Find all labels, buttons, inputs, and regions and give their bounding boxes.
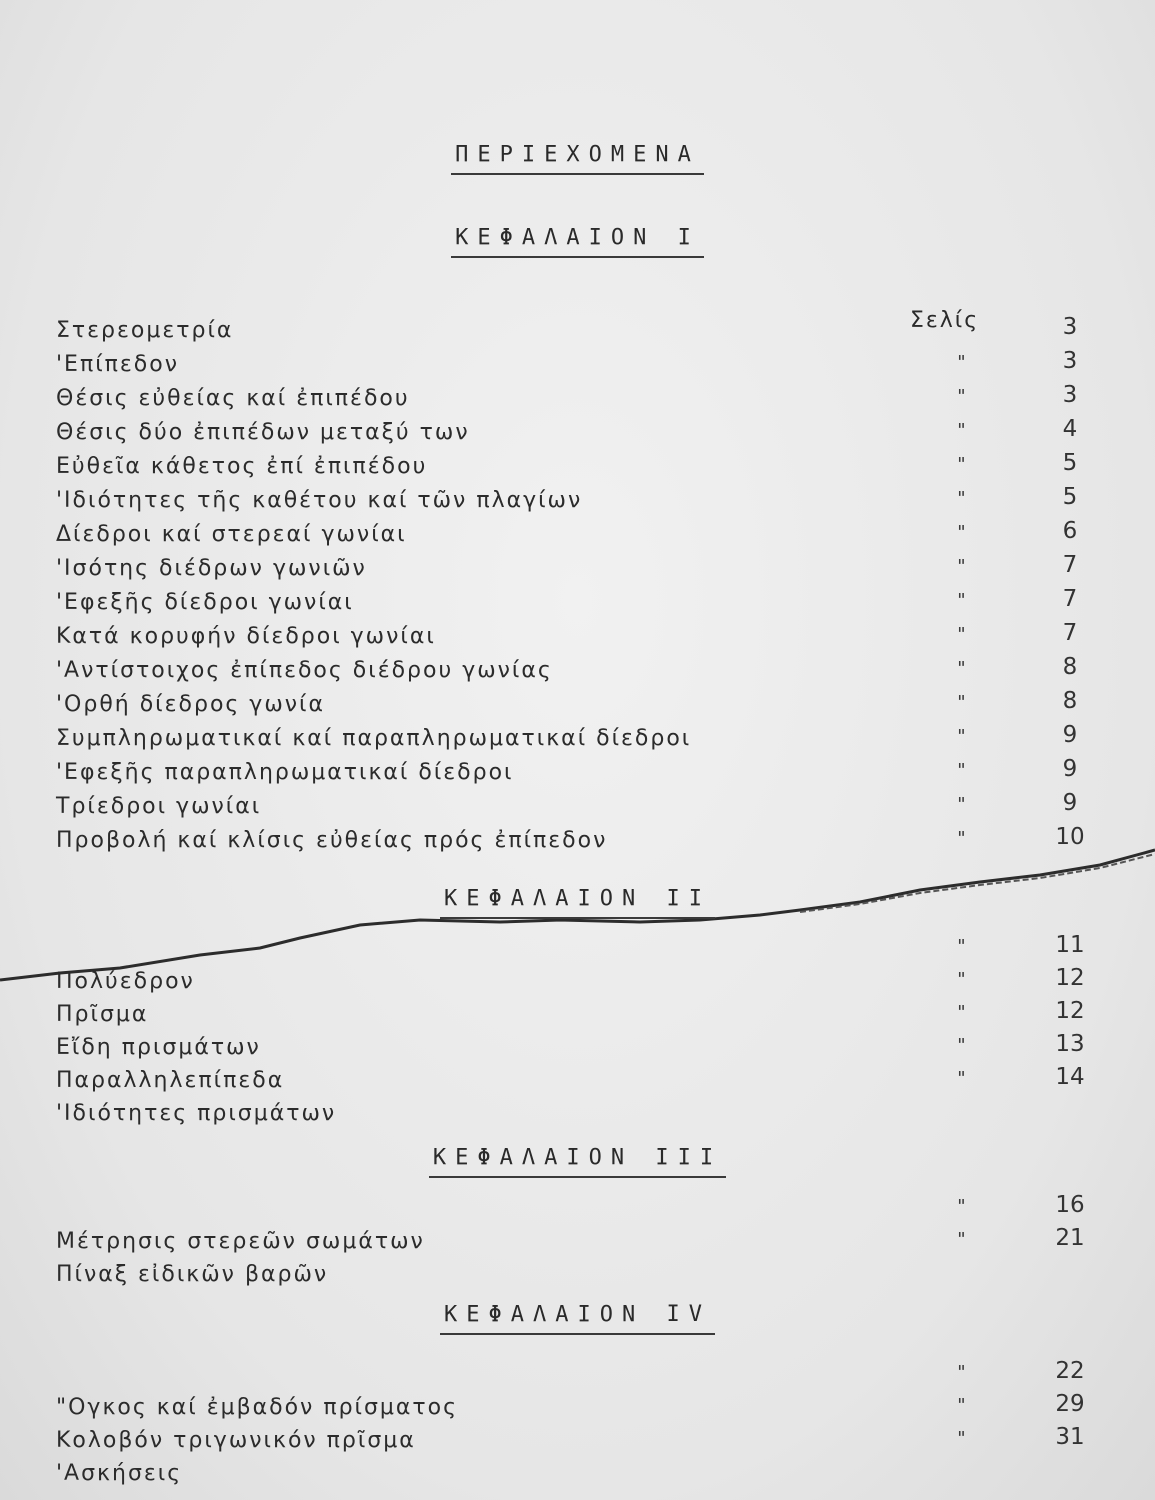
toc-entry-title: Κολοβόν τριγωνικόν πρῖσμα bbox=[56, 1428, 416, 1453]
toc-entry-page-number: 4 bbox=[1062, 416, 1078, 442]
toc-entry-ditto-mark: " bbox=[956, 522, 967, 543]
toc-entry bbox=[0, 998, 1155, 1036]
toc-entry-ditto-mark: " bbox=[956, 1068, 967, 1089]
toc-entry bbox=[0, 1358, 1155, 1396]
toc-entry-ditto-mark: " bbox=[956, 352, 967, 373]
toc-entry-page-number: 13 bbox=[1055, 1031, 1085, 1057]
toc-entry-page-number: 31 bbox=[1055, 1424, 1085, 1450]
toc-entry-page-number: 9 bbox=[1062, 790, 1078, 816]
toc-entry bbox=[0, 450, 1155, 488]
toc-entry bbox=[0, 1424, 1155, 1462]
toc-entry bbox=[0, 552, 1155, 590]
toc-entry-ditto-mark: " bbox=[956, 1229, 967, 1250]
toc-entry-page-number: 7 bbox=[1062, 586, 1078, 612]
toc-entry bbox=[0, 1031, 1155, 1069]
toc-entry-title: 'Επίπεδον bbox=[56, 352, 179, 377]
toc-entry bbox=[0, 382, 1155, 420]
toc-entry-page-number: 7 bbox=[1062, 620, 1078, 646]
toc-entry-page-number: 21 bbox=[1055, 1225, 1085, 1251]
toc-entry-ditto-mark: " bbox=[956, 936, 967, 957]
toc-entry bbox=[0, 965, 1155, 1003]
toc-entry bbox=[0, 586, 1155, 624]
chapter-heading-text: ΚΕΦΑΛΑΙΟΝ Ι bbox=[451, 225, 704, 258]
toc-entry-ditto-mark: " bbox=[956, 454, 967, 475]
chapter-heading-2 bbox=[0, 886, 1155, 919]
toc-entry-title: Συμπληρωματικαί καί παραπληρωματικαί δίεδροι bbox=[56, 726, 692, 751]
chapter-heading-4 bbox=[0, 1302, 1155, 1335]
toc-entry-page-number: 5 bbox=[1062, 450, 1078, 476]
toc-entry-page-number: 6 bbox=[1062, 518, 1078, 544]
toc-entry-ditto-mark: " bbox=[956, 658, 967, 679]
toc-entry bbox=[0, 756, 1155, 794]
toc-entry-page-number: 29 bbox=[1055, 1391, 1085, 1417]
toc-entry bbox=[0, 1391, 1155, 1429]
toc-entry bbox=[0, 1101, 1155, 1135]
toc-entry-page-number: 16 bbox=[1055, 1192, 1085, 1218]
toc-entry-page-number: 9 bbox=[1062, 722, 1078, 748]
toc-entry bbox=[0, 790, 1155, 828]
toc-entry-title: Τρίεδροι γωνίαι bbox=[56, 794, 262, 819]
toc-entry-page-number: 3 bbox=[1062, 348, 1078, 374]
toc-entry-title: Πίναξ εἰδικῶν βαρῶν bbox=[56, 1262, 329, 1287]
toc-entry-title: 'Ιδιότητες πρισμάτων bbox=[56, 1101, 337, 1126]
toc-entry-title: Εὐθεῖα κάθετος ἐπί ἐπιπέδου bbox=[56, 454, 428, 479]
toc-entry bbox=[0, 722, 1155, 760]
toc-entry bbox=[0, 314, 1155, 352]
toc-entry-ditto-mark: " bbox=[956, 488, 967, 509]
toc-entry-page-number: 8 bbox=[1062, 688, 1078, 714]
toc-entry-page-number: 7 bbox=[1062, 552, 1078, 578]
toc-entry-title: 'Εφεξῆς παραπληρωματικαί δίεδροι bbox=[56, 760, 514, 785]
chapter-heading-text: ΚΕΦΑΛΑΙΟΝ ΙΙΙ bbox=[429, 1145, 726, 1178]
toc-entry-ditto-mark: " bbox=[956, 1362, 967, 1383]
toc-entry-page-number: 11 bbox=[1055, 932, 1085, 958]
chapter-heading-3 bbox=[0, 1145, 1155, 1178]
toc-entry-page-number: 9 bbox=[1062, 756, 1078, 782]
toc-entry-title: Θέσις δύο ἐπιπέδων μεταξύ των bbox=[56, 420, 470, 445]
toc-entry-page-number: 14 bbox=[1055, 1064, 1085, 1090]
toc-entry bbox=[0, 932, 1155, 970]
toc-entry-ditto-mark: " bbox=[956, 1428, 967, 1449]
toc-entry-title: Εἴδη πρισμάτων bbox=[56, 1035, 261, 1060]
toc-entry-ditto-mark: " bbox=[956, 794, 967, 815]
toc-entry bbox=[0, 1064, 1155, 1102]
toc-entry-ditto-mark: " bbox=[956, 969, 967, 990]
toc-entry-page-number: 12 bbox=[1055, 965, 1085, 991]
toc-entry-ditto-mark: " bbox=[956, 386, 967, 407]
toc-entry-page-number: 3 bbox=[1062, 314, 1078, 340]
toc-entry-title: Πρῖσμα bbox=[56, 1002, 149, 1027]
toc-entry-title: Θέσις εὐθείας καί ἐπιπέδου bbox=[56, 386, 410, 411]
title-text: ΠΕΡΙΕΧΟΜΕΝΑ bbox=[451, 142, 704, 175]
toc-entry-title: Δίεδροι καί στερεαί γωνίαι bbox=[56, 522, 407, 547]
toc-entry-ditto-mark: " bbox=[956, 624, 967, 645]
toc-entry-page-number: 3 bbox=[1062, 382, 1078, 408]
toc-entry-ditto-mark: " bbox=[956, 828, 967, 849]
toc-entry-page-number: 5 bbox=[1062, 484, 1078, 510]
toc-entry-title: Πολύεδρον bbox=[56, 969, 195, 994]
toc-entry-title: 'Ιδιότητες τῆς καθέτου καί τῶν πλαγίων bbox=[56, 488, 583, 513]
chapter-heading-text: ΚΕΦΑΛΑΙΟΝ IV bbox=[440, 1302, 715, 1335]
toc-entry-ditto-mark: " bbox=[956, 726, 967, 747]
toc-entry bbox=[0, 1461, 1155, 1495]
toc-entry-title: Μέτρησις στερεῶν σωμάτων bbox=[56, 1229, 425, 1254]
toc-entry-title: 'Αντίστοιχος ἐπίπεδος διέδρου γωνίας bbox=[56, 658, 553, 683]
toc-entry-page-number: 10 bbox=[1055, 824, 1085, 850]
toc-entry bbox=[0, 654, 1155, 692]
toc-entry bbox=[0, 1192, 1155, 1230]
toc-entry-ditto-mark: " bbox=[956, 1395, 967, 1416]
page-column-label: Σελίς bbox=[910, 308, 980, 333]
toc-entry bbox=[0, 688, 1155, 726]
toc-entry bbox=[0, 484, 1155, 522]
toc-entry bbox=[0, 348, 1155, 386]
toc-entry-title: 'Ισότης διέδρων γωνιῶν bbox=[56, 556, 367, 581]
toc-entry-ditto-mark: " bbox=[956, 1002, 967, 1023]
toc-entry-title: 'Εφεξῆς δίεδροι γωνίαι bbox=[56, 590, 354, 615]
chapter-heading-text: ΚΕΦΑΛΑΙΟΝ ΙΙ bbox=[440, 886, 715, 919]
toc-entry-title: 'Ορθή δίεδρος γωνία bbox=[56, 692, 325, 717]
chapter-heading-1 bbox=[0, 225, 1155, 258]
toc-entry-ditto-mark: " bbox=[956, 420, 967, 441]
toc-entry-page-number: 22 bbox=[1055, 1358, 1085, 1384]
toc-entry-ditto-mark: " bbox=[956, 692, 967, 713]
toc-entry-ditto-mark: " bbox=[956, 556, 967, 577]
toc-entry-title: Κατά κορυφήν δίεδροι γωνίαι bbox=[56, 624, 436, 649]
toc-entry-title: Παραλληλεπίπεδα bbox=[56, 1068, 285, 1093]
toc-entry bbox=[0, 416, 1155, 454]
toc-entry-ditto-mark: " bbox=[956, 760, 967, 781]
toc-entry-title: "Ογκος καί ἐμβαδόν πρίσματος bbox=[56, 1395, 459, 1420]
toc-entry-title: 'Ασκήσεις bbox=[56, 1461, 183, 1486]
toc-entry bbox=[0, 1225, 1155, 1263]
document-title bbox=[0, 142, 1155, 175]
toc-entry-page-number: 8 bbox=[1062, 654, 1078, 680]
toc-entry-title: Στερεομετρία bbox=[56, 318, 234, 343]
toc-entry-page-number: 12 bbox=[1055, 998, 1085, 1024]
toc-entry bbox=[0, 1262, 1155, 1296]
toc-entry-ditto-mark: " bbox=[956, 590, 967, 611]
toc-entry bbox=[0, 518, 1155, 556]
toc-entry bbox=[0, 620, 1155, 658]
toc-entry-ditto-mark: " bbox=[956, 1196, 967, 1217]
toc-entry-title: Προβολή καί κλίσις εὐθείας πρός ἐπίπεδον bbox=[56, 828, 608, 853]
toc-entry-ditto-mark: " bbox=[956, 1035, 967, 1056]
